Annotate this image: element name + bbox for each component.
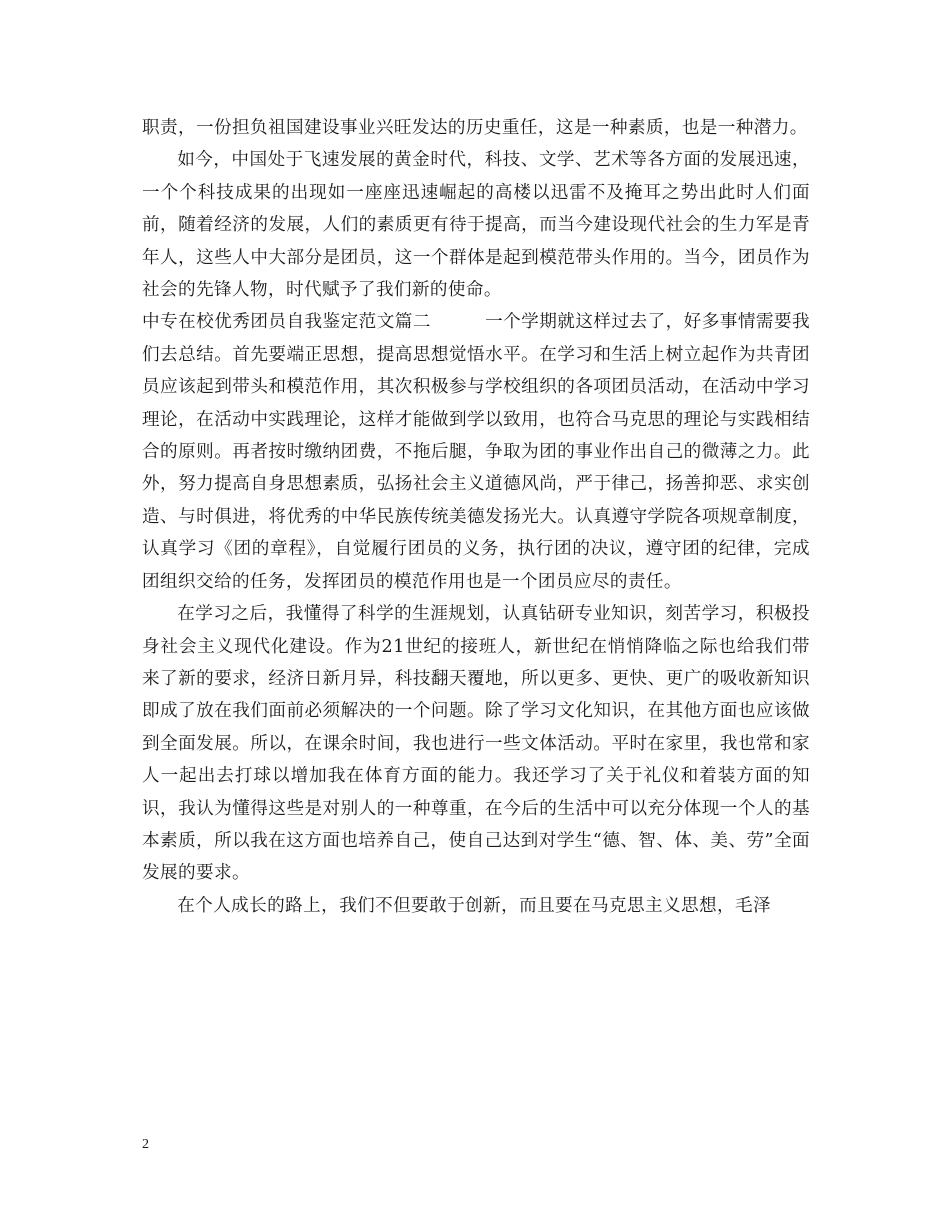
document-body [142,112,810,922]
paragraph-3 [142,306,810,598]
paragraph-4: 在学习之后，我懂得了科学的生涯规划，认真钻研专业知识，刻苦学习，积极投身社会主义现代化建设。作为21世纪的接班人，新世纪在悄悄降临之际也给我们带来了新的要求，经济日新月异，科技翻天覆地，所以更多、更快、更广的吸收新知识即成了放在我们面前必须解决的一个问题。除了学习文化知识，在其他方面也应该做到全面发展。所以，在课余时间，我也进行一些文体活动。平时在家里，我也常和家人一起出去打球以增加我在体育方面的能力。我还学习了关于礼仪和着装方面的知识，我认为懂得这些是对别人的一种尊重，在今后的生活中可以充分体现一个人的基本素质，所以我在这方面也培养自己，使自己达到对学生“德、智、体、美、劳”全面发展的要求。 [142,604,810,884]
paragraph-2: 如今，中国处于飞速发展的黄金时代，科技、文学、艺术等各方面的发展迅速，一个个科技成果的出现如一座座迅速崛起的高楼以迅雷不及掩耳之势出此时人们面前，随着经济的发展，人们的素质更有待于提高，而当今建设现代社会的生力军是青年人，这些人中大部分是团员，这一个群体是起到模范带头作用的。当今，团员作为社会的先锋人物，时代赋予了我们新的使命。 [142,150,810,301]
paragraph-3-text: 一个学期就这样过去了，好多事情需要我们去总结。首先要端正思想，提高思想觉悟水平。在学习和生活上树立起作为共青团员应该起到带头和模范作用，其次积极参与学校组织的各项团员活动，在活动中学习理论，在活动中实践理论，这样才能做到学以致用，也符合马克思的理论与实践相结合的原则。再者按时缴纳团费，不拖后腿，争取为团的事业作出自己的微薄之力。此外，努力提高自身思想素质，弘扬社会主义道德风尚，严于律己，扬善抑恶、求实创造、与时俱进，将优秀的中华民族传统美德发扬光大。认真遵守学院各项规章制度，认真学习《团的章程》，自觉履行团员的义务，执行团的决议，遵守团的纪律，完成团组织交给的任务，发挥团员的模范作用也是一个团员应尽的责任。 [142,312,810,592]
page-number: 2 [142,1137,149,1152]
paragraph-5: 在个人成长的路上，我们不但要敢于创新，而且要在马克思主义思想，毛泽 [177,895,771,916]
heading-gap [431,312,485,332]
paragraph-1: 职责，一份担负祖国建设事业兴旺发达的历史重任，这是一种素质，也是一种潜力。 [142,118,808,138]
section-heading: 中专在校优秀团员自我鉴定范文篇二 [142,312,431,333]
